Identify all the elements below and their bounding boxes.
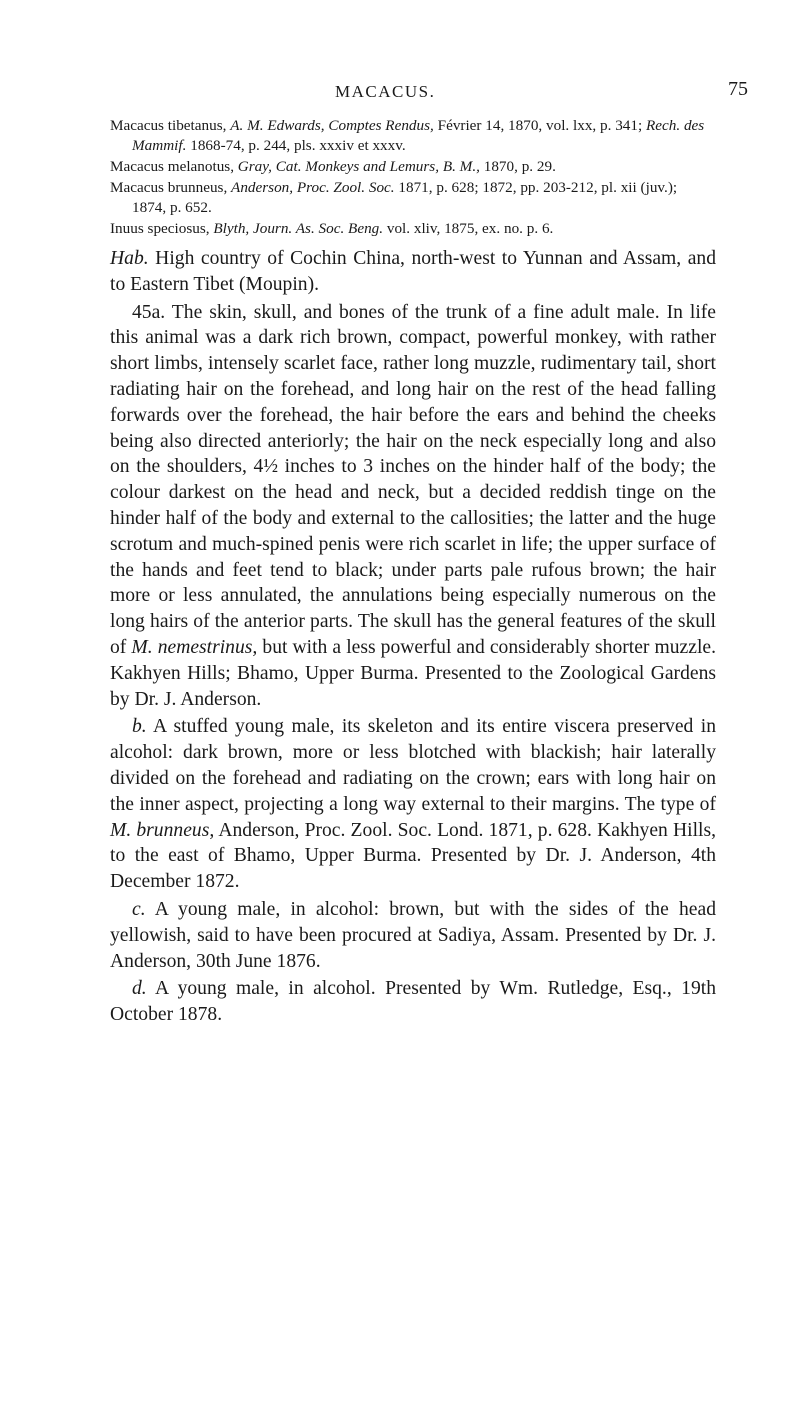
synonym-citation: 1870, p. 29. bbox=[479, 158, 556, 175]
specimen-paragraph bbox=[110, 976, 716, 1028]
synonym-name: Macacus melanotus, bbox=[110, 158, 238, 175]
synonym-citation: Février 14, 1870, vol. lxx, p. 341; bbox=[433, 117, 647, 134]
specimen-text: The skin, skull, and bones of the trunk of a fine adult male. In life this animal was a dark rich brown, compact, powerful monkey, with rather short limbs, intensely scarlet face, rather long muzzle, rudimentary tail, short radiating hair on the forehead, and long hair on the rest of the head falling forwards over the forehead, the hair before the ears and behind the cheeks being also directed anteriorly; the hair on the neck especially long and also on the shoulders, 4½ inches to 3 inches on the hinder half of the body; the colour darkest on the head and neck, but a decided reddish tinge on the hinder half of the body and external to the callosities; the latter and the huge scrotum and much-spined penis were rich scarlet in life; the upper surface of the hands and feet tend to black; under parts pale rufous brown; the hair more or less annulated, the annulations being especially numerous on the long hairs of the anterior parts. The skull has the general features of the skull of bbox=[110, 301, 716, 658]
synonym-entry bbox=[110, 116, 710, 156]
synonym-author: Anderson, Proc. Zool. Soc. bbox=[231, 179, 395, 196]
synonym-name: Inuus speciosus, bbox=[110, 220, 214, 237]
specimen-id: c. bbox=[132, 898, 146, 920]
synonym-citation: 1871, p. 628; 1872, pp. 203-212, pl. xii (juv.); 1874, p. 652. bbox=[132, 179, 678, 216]
page-number: 75 bbox=[728, 78, 748, 100]
specimen-text: A young male, in alcohol. Presented by Wm. Rutledge, Esq., 19th October 1878. bbox=[110, 978, 716, 1026]
synonym-second-citation: 1868-74, p. 244, pls. xxxiv et xxxv. bbox=[186, 137, 406, 154]
specimen-id: 45a. bbox=[132, 301, 166, 323]
synonym-citation: vol. xliv, 1875, ex. no. p. 6. bbox=[383, 220, 554, 237]
synonym-author: A. M. Edwards, Comptes Rendus, bbox=[230, 117, 434, 134]
synonym-entry bbox=[110, 219, 710, 239]
synonym-second-ref: Rech. des Mammif. bbox=[132, 117, 705, 154]
synonym-author: Blyth, Journ. As. Soc. Beng. bbox=[213, 220, 384, 237]
synonym-author: Gray, Cat. Monkeys and Lemurs, B. M., bbox=[237, 158, 480, 175]
habitat-text: High country of Cochin China, north-west to Yunnan and Assam, and to Eastern Tibet (Moupin). bbox=[110, 248, 716, 295]
specimen-text-continued: Anderson, Proc. Zool. Soc. Lond. 1871, p. 628. Kakhyen Hills, to the east of Bhamo, Upper Burma. Presented by Dr. J. Anderson, 4th December 1872. bbox=[110, 819, 717, 893]
synonym-entry bbox=[110, 157, 710, 177]
synonym-name: Macacus tibetanus, bbox=[110, 117, 231, 134]
specimen-paragraph bbox=[110, 897, 716, 974]
running-head: MACACUS. bbox=[335, 82, 436, 101]
specimen-italic: M. brunneus, bbox=[110, 819, 215, 841]
page-header bbox=[0, 78, 801, 106]
synonym-entry bbox=[110, 178, 710, 218]
synonym-name: Macacus brunneus, bbox=[110, 179, 232, 196]
specimen-id: b. bbox=[132, 716, 147, 738]
specimen-id: d. bbox=[132, 978, 147, 1000]
specimen-text: A stuffed young male, its skeleton and its entire viscera preserved in alcohol: dark brown, more or less blotched with blackish; hair laterally divided on the forehead and radiating on the crown; ears with long hair on the inner aspect, projecting a long way external to their margins. The type of bbox=[110, 716, 716, 815]
specimen-paragraph bbox=[110, 714, 716, 895]
specimen-text-continued: but with a less powerful and considerably shorter muzzle. Kakhyen Hills; Bhamo, Upper Burma. Presented to the Zoological Gardens by Dr. J. Anderson. bbox=[110, 636, 716, 710]
specimen-text: A young male, in alcohol: brown, but with the sides of the head yellowish, said to have been procured at Sadiya, Assam. Presented by Dr. J. Anderson, 30th June 1876. bbox=[110, 898, 716, 972]
synonymy-list bbox=[110, 116, 710, 240]
habitat-label: Hab. bbox=[110, 248, 149, 269]
specimen-italic: M. nemestrinus, bbox=[131, 636, 258, 658]
habitat-paragraph bbox=[110, 246, 716, 298]
main-text bbox=[110, 246, 716, 1028]
specimen-paragraph bbox=[110, 300, 716, 713]
